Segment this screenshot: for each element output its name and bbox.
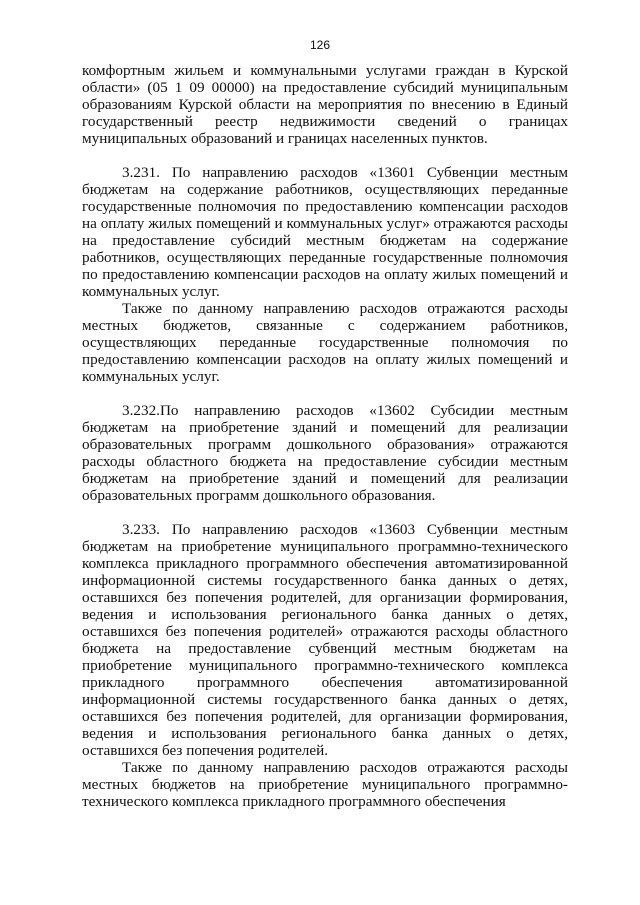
paragraph-3-232: 3.232.По направлению расходов «13602 Субсидии местным бюджетам на приобретение зданий и помещений для реализации образовательных программ дошкольного образования» отражаются расходы областного бюджета на предоставление субсидии местным бюджетам на приобретение зданий и помещений для реализации образовательных программ дошкольного образования. [82,402,568,504]
document-body [82,62,568,810]
paragraph-3-231: 3.231. По направлению расходов «13601 Субвенции местным бюджетам на содержание работников, осуществляющих переданные государственные полномочия по предоставлению компенсации расходов на оплату жилых помещений и коммунальных услуг» отражаются расходы на предоставление субсидий местным бюджетам на содержание работников, осуществляющих переданные государственные полномочия по предоставлению компенсации расходов на оплату жилых помещений и коммунальных услуг. [82,164,568,300]
paragraph-3-231-also: Также по данному направлению расходов отражаются расходы местных бюджетов, связанные с содержанием работников, осуществляющих переданные государственные полномочия по предоставлению компенсации расходов на оплату жилых помещений и коммунальных услуг. [82,300,568,385]
paragraph-continuation: комфортным жильем и коммунальными услугами граждан в Курской области» (05 1 09 00000) на предоставление субсидий муниципальным образованиям Курской области на мероприятия по внесению в Единый государственный реестр недвижимости сведений о границах муниципальных образований и границах населенных пунктов. [82,62,568,147]
paragraph-3-233: 3.233. По направлению расходов «13603 Субвенции местным бюджетам на приобретение муниципального программно-технического комплекса прикладного программного обеспечения автоматизированной информационной системы государственного банка данных о детях, оставшихся без попечения родителей, для организации формирования, ведения и использования регионального банка данных о детях, оставшихся без попечения родителей» отражаются расходы областного бюджета на предоставление субвенций местным бюджетам на приобретение муниципального программно-технического комплекса прикладного программного обеспечения автоматизированной информационной системы государственного банка данных о детях, оставшихся без попечения родителей, для организации формирования, ведения и использования регионального банка данных о детях, оставшихся без попечения родителей. [82,521,568,759]
paragraph-3-233-also: Также по данному направлению расходов отражаются расходы местных бюджетов на приобретение муниципального программно-технического комплекса прикладного программного обеспечения [82,759,568,810]
page-number: 126 [309,38,331,52]
